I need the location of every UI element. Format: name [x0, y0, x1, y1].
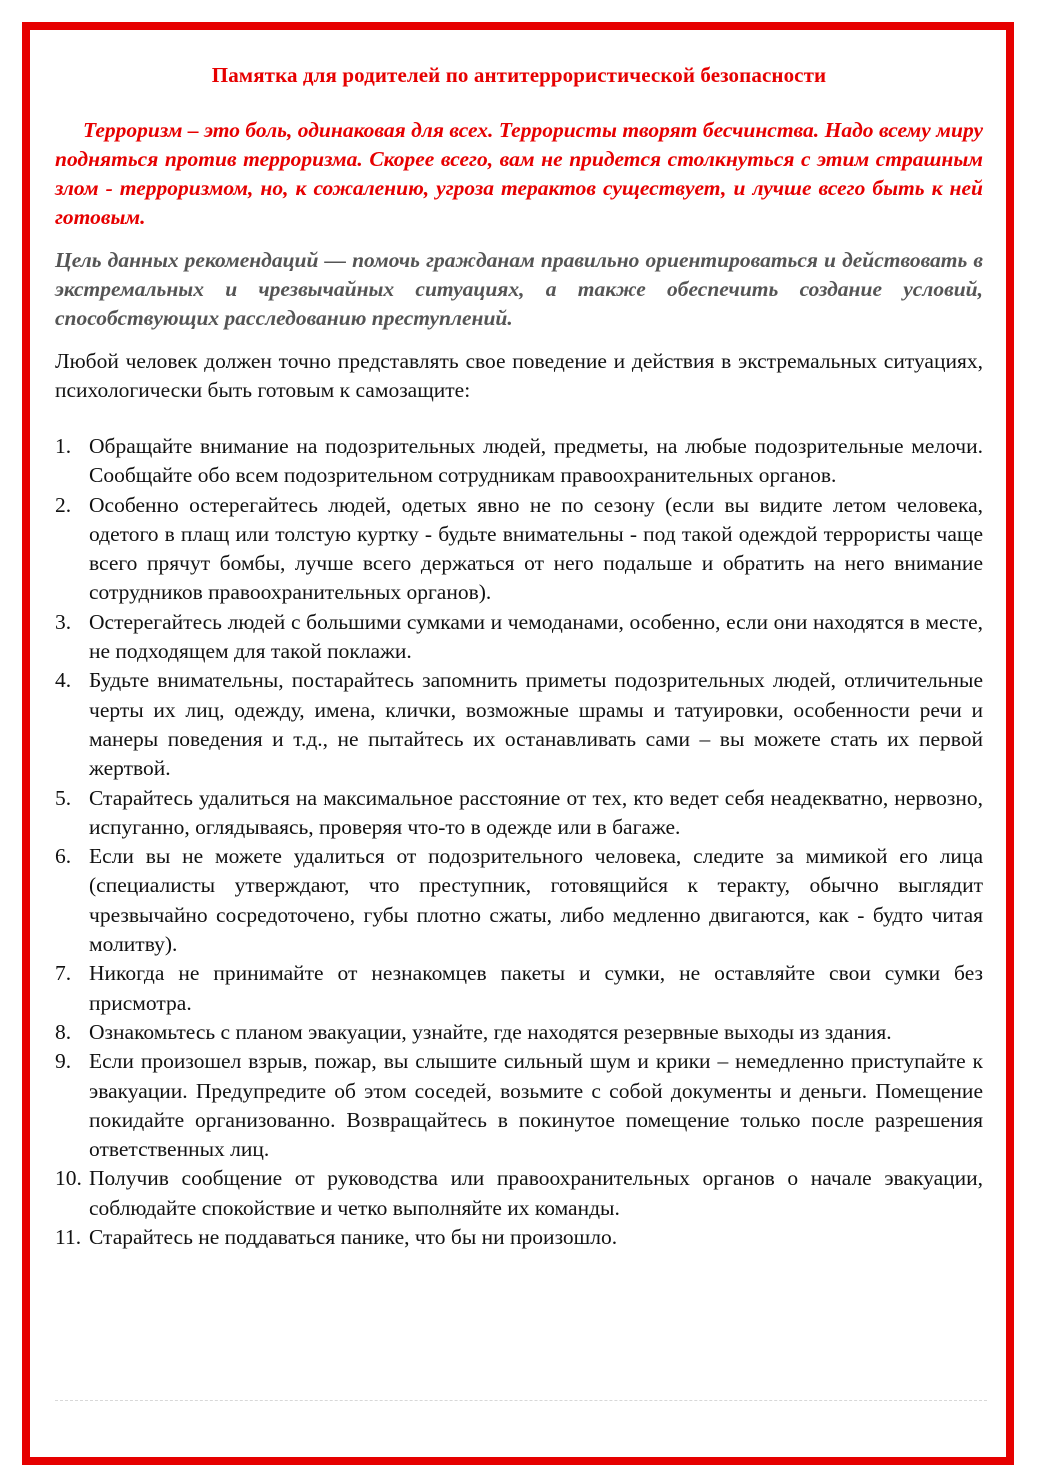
rule-item — [55, 1018, 983, 1047]
rule-text: Старайтесь не поддаваться панике, что бы ни произошло. — [89, 1225, 618, 1250]
rule-number: 3. — [55, 609, 72, 634]
rule-number: 4. — [55, 668, 72, 693]
rules-list — [55, 432, 983, 1252]
rule-number: 2. — [55, 492, 72, 517]
rule-item — [55, 1223, 983, 1252]
rule-number: 6. — [55, 844, 72, 869]
rule-number: 9. — [55, 1049, 72, 1074]
rule-item — [55, 959, 983, 1018]
page-border-frame — [22, 22, 1014, 1465]
rule-text: Получив сообщение от руководства или правоохранительных органов о начале эвакуации, соблюдайте спокойствие и четко выполняйте их команды. — [89, 1166, 983, 1220]
rule-number: 11. — [55, 1225, 82, 1250]
rule-item — [55, 666, 983, 783]
rule-text: Ознакомьтесь с планом эвакуации, узнайте, где находятся резервные выходы из здания. — [89, 1019, 892, 1044]
rule-item — [55, 1164, 983, 1223]
rule-text: Обращайте внимание на подозрительных людей, предметы, на любые подозрительные мелочи. Сообщайте обо всем подозрительном сотрудникам правоохранительных органов. — [89, 434, 983, 488]
lead-paragraph: Любой человек должен точно представлять свое поведение и действия в экстремальных ситуациях, психологически быть готовым к самозащите: — [55, 349, 983, 402]
document-content — [55, 63, 983, 1252]
rule-item — [55, 842, 983, 959]
rule-item — [55, 784, 983, 843]
rule-item — [55, 608, 983, 667]
rule-item — [55, 491, 983, 608]
goal-paragraph: Цель данных рекомендаций — помочь гражданам правильно ориентироваться и действовать в экстремальных и чрезвычайных ситуациях, а также обеспечить создание условий, способствующих расследованию преступлений. — [55, 248, 983, 330]
rule-number: 5. — [55, 785, 72, 810]
rule-text: Особенно остерегайтесь людей, одетых явно не по сезону (если вы видите летом человека, одетого в плащ или толстую куртку - будьте внимательны - под такой одеждой террористы чаще всего прячут бомбы, лучше всего держаться от него подальше и обратить на него внимание сотрудников правоохранительных органов). — [89, 492, 983, 605]
rule-number: 7. — [55, 961, 72, 986]
rule-text: Если произошел взрыв, пожар, вы слышите сильный шум и крики – немедленно приступайте к эвакуации. Предупредите об этом соседей, возьмите с собой документы и деньги. Помещение покидайте организованно. Возвращайтесь в покинутое помещение только после разрешения ответственных лиц. — [89, 1049, 983, 1162]
rule-number: 8. — [55, 1019, 72, 1044]
rule-text: Старайтесь удалиться на максимальное расстояние от тех, кто ведет себя неадекватно, нервозно, испуганно, оглядываясь, проверяя что-то в одежде или в багаже. — [89, 785, 983, 839]
intro-paragraph: Терроризм – это боль, одинаковая для всех. Террористы творят бесчинства. Надо всему миру подняться против терроризма. Скорее всего, вам не придется столкнуться с этим страшным злом - терроризмом, но, к сожалению, угроза терактов существует, и лучше всего быть к ней готовым. — [55, 118, 983, 229]
footer-divider — [55, 1400, 987, 1401]
rule-text: Будьте внимательны, постарайтесь запомнить приметы подозрительных людей, отличительные черты их лиц, одежду, имена, клички, возможные шрамы и татуировки, особенности речи и манеры поведения и т.д., не пытайтесь их останавливать сами – вы можете стать их первой жертвой. — [89, 668, 983, 781]
rule-text: Остерегайтесь людей с большими сумками и чемоданами, особенно, если они находятся в месте, не подходящем для такой поклажи. — [89, 609, 983, 664]
rule-text: Если вы не можете удалиться от подозрительного человека, следите за мимикой его лица (специалисты утверждают, что преступник, готовящийся к теракту, обычно выглядит чрезвычайно сосредоточено, губы плотно сжаты, либо медленно двигаются, как - будто читая молитву). — [89, 844, 983, 957]
rule-text: Никогда не принимайте от незнакомцев пакеты и сумки, не оставляйте свои сумки без присмотра. — [89, 961, 983, 1015]
rule-number: 1. — [55, 434, 72, 458]
document-title: Памятка для родителей по антитеррористической безопасности — [211, 63, 827, 87]
rule-number: 10. — [55, 1166, 82, 1191]
rule-item — [55, 1047, 983, 1164]
rule-item — [55, 432, 983, 491]
